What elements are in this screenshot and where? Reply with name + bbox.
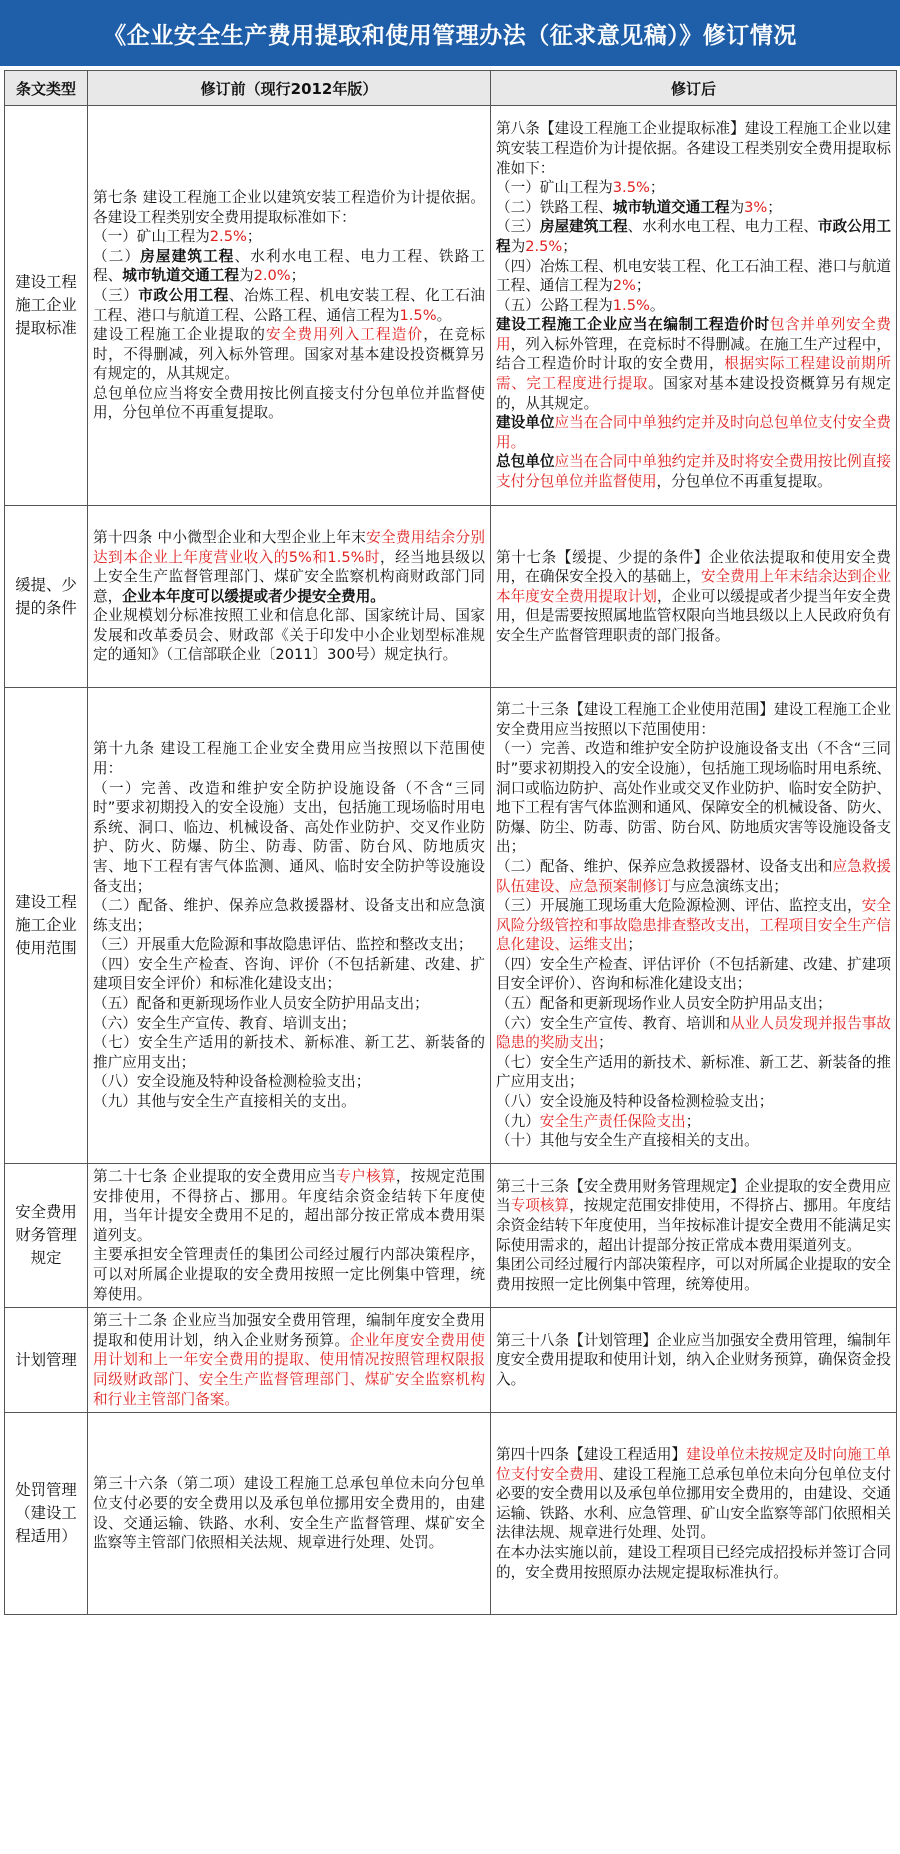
comparison-table — [4, 70, 897, 1615]
paragraph — [496, 739, 891, 857]
text-run: 第二十七条 企业提取的安全费用应当 — [93, 1168, 337, 1185]
text-run: ，企业可以缓提或者少提当年安全费用，但是需要按照属地监管权限向当地县级以上人民政府负有安全生产监督管理职责的部门报备。 — [496, 587, 891, 644]
paragraph — [93, 1014, 485, 1034]
table-row — [5, 1164, 897, 1308]
text-run: （六）安全生产宣传、教育、培训和 — [496, 1014, 731, 1032]
text-run: （一）矿山工程为 — [496, 179, 613, 197]
text-run: ； — [685, 1112, 701, 1130]
revised-text: 建设单位未按规定及时向施工单位支付安全费用 — [496, 1446, 891, 1483]
bold-text: 市政公用工程 — [496, 218, 891, 255]
bold-text: 建设单位 — [496, 414, 555, 432]
text-run: （三） — [93, 286, 139, 304]
before-cell — [88, 1164, 491, 1308]
paragraph — [93, 896, 485, 935]
text-run: （二）配备、维护、保养应急救援器材、设备支出和 — [496, 857, 833, 875]
revised-text: 安全风险分级管控和事故隐患排查整改支出，工程项目安全生产信息化建设、运维支出 — [496, 897, 891, 954]
text-run: （一）完善、改造和维护安全防护设施设备支出（不含“三同时”要求初期投入的安全设施），包括施工现场临时用电系统、洞口或临边防护、高处作业或交叉作业防护、临时安全防护、地下工程有害气体监测和通风、保障安全的机械设备、防火、防爆、防尘、防毒、防雷、防台风、防地质灾害等设施设备支出； — [496, 740, 891, 856]
text-run: 、冶炼工程、机电安装工程、化工石油工程、港口与航道工程、公路工程、通信工程为 — [93, 286, 485, 324]
text-run: （五）配备和更新现场作业人员安全防护用品支出； — [496, 995, 832, 1013]
paragraph — [496, 1092, 891, 1112]
after-cell — [491, 506, 897, 688]
bold-text: 房屋建筑工程 — [140, 247, 235, 265]
text-run: 、水利水电工程、电力工程、 — [627, 218, 818, 236]
after-cell — [491, 106, 897, 506]
paragraph — [496, 296, 891, 316]
text-run: 建设工程施工企业提取的 — [93, 326, 266, 344]
text-run: ； — [649, 179, 665, 197]
before-cell — [88, 1308, 491, 1413]
text-run: 第四十四条【建设工程适用】 — [496, 1446, 687, 1464]
paragraph — [93, 1474, 485, 1552]
header-row — [5, 71, 897, 106]
paragraph — [93, 779, 485, 897]
paragraph — [93, 227, 485, 247]
paragraph — [496, 315, 891, 413]
paragraph — [496, 896, 891, 955]
paragraph — [93, 606, 485, 665]
text-run: 第三十三条【安全费用财务管理规定】企业提取的安全费用应当 — [496, 1177, 891, 1215]
text-run: （三）开展重大危险源和事故隐患评估、监控和整改支出； — [93, 936, 473, 954]
paragraph — [93, 325, 485, 384]
text-run: 在本办法实施以前，建设工程项目已经完成招投标并签订合同的，安全费用按照原办法规定提取标准执行。 — [496, 1544, 891, 1581]
table-row — [5, 506, 897, 688]
page-title: 《企业安全生产费用提取和使用管理办法（征求意见稿）》修订情况 — [103, 22, 797, 49]
paragraph — [496, 857, 891, 896]
text-run: （四）冶炼工程、机电安装工程、化工石油工程、港口与航道工程、通信工程为 — [496, 257, 891, 295]
text-run: （九） — [496, 1112, 540, 1130]
text-run: ； — [635, 277, 651, 295]
text-run: ； — [290, 267, 306, 285]
header-after: 修订后 — [491, 71, 897, 106]
text-run: 第八条【建设工程施工企业提取标准】建设工程施工企业以建筑安装工程造价为计提依据。各建设工程类别安全费用提取标准如下： — [496, 120, 891, 177]
after-cell — [491, 688, 897, 1164]
text-run: （七）安全生产适用的新技术、新标准、新工艺、新装备的推广应用支出； — [496, 1053, 891, 1091]
revised-text: 3.5% — [612, 179, 650, 197]
text-run: 第十七条【缓提、少提的条件】企业依法提取和使用安全费用，在确保安全投入的基础上， — [496, 548, 891, 586]
bold-text: 建设工程施工企业应当在编制工程造价时 — [496, 316, 770, 334]
paragraph — [93, 1092, 485, 1112]
text-run: ，在竞标时，不得删减，列入标外管理。国家对基本建设投资概算另有规定的，从其规定。 — [93, 326, 485, 383]
text-run: （十）其他与安全生产直接相关的支出。 — [496, 1132, 759, 1150]
text-run: 第七条 建设工程施工企业以建筑安装工程造价为计提依据。各建设工程类别安全费用提取标准如下： — [93, 188, 485, 226]
paragraph — [93, 1245, 485, 1304]
bold-text: 城市轨道交通工程 — [612, 198, 730, 216]
revised-text: 包含并单列安全费用 — [496, 316, 891, 353]
text-run: （三） — [496, 218, 540, 236]
table-row — [5, 688, 897, 1164]
text-run: ，分包单位不再重复提取。 — [656, 473, 832, 491]
text-run: 、建设工程施工总承包单位未向分包单位支付必要的安全费用以及承包单位挪用安全费用的，由建设、交通运输、铁路、水利、应急管理、矿山安全监察等部门依照相关法律法规、规章进行处理、处罚。 — [496, 1465, 891, 1542]
text-run: 。国家对基本建设投资概算另有规定的，从其规定。 — [496, 375, 891, 412]
text-run: （八）安全设施及特种设备检测检验支出； — [93, 1073, 371, 1091]
clause-type-cell: 处罚管理（建设工程适用） — [5, 1413, 88, 1615]
text-run: ； — [767, 198, 782, 216]
paragraph — [496, 700, 891, 739]
clause-type-cell: 建设工程施工企业使用范围 — [5, 688, 88, 1164]
text-run: ； — [627, 936, 642, 954]
text-run: 集团公司经过履行内部决策程序，可以对所属企业提取的安全费用按照一定比例集中管理，统筹使用。 — [496, 1256, 891, 1293]
text-run: 。 — [649, 296, 665, 314]
revised-text: 1.5% — [399, 306, 437, 324]
text-run: 为 — [238, 267, 254, 285]
paragraph — [93, 1311, 485, 1409]
revised-text: 安全生产责任保险支出 — [539, 1112, 686, 1130]
before-cell — [88, 106, 491, 506]
text-run: 。 — [436, 306, 452, 324]
text-run: ； — [246, 228, 262, 246]
text-run: （四）安全生产检查、咨询、评价（不包括新建、改建、扩建项目安全评价）和标准化建设支出； — [93, 955, 485, 993]
clause-type-cell: 建设工程施工企业提取标准 — [5, 106, 88, 506]
revised-text: 3% — [744, 198, 768, 216]
text-run: 第十九条 建设工程施工企业安全费用应当按照以下范围使用： — [93, 740, 485, 777]
revised-text: 专项核算 — [510, 1197, 570, 1215]
paragraph — [496, 452, 891, 491]
text-run: ，经当地县级以上安全生产监督管理部门、煤矿安全监察机构商财政部门同意， — [93, 548, 485, 605]
text-run: 第三十二条 企业应当加强安全费用管理，编制年度安全费用提取和使用计划，纳入企业财务预算。 — [93, 1312, 485, 1349]
after-cell — [491, 1164, 897, 1308]
paragraph — [496, 1014, 891, 1053]
revised-text: 2% — [612, 277, 636, 295]
text-run: ，按规定范围安排使用，不得挤占、挪用。年度结余资金结转下年度使用，当年按标准计提安全费用不能满足实际使用需求的，超出计提部分按正常成本费用渠道列支。 — [496, 1197, 891, 1254]
paragraph — [496, 955, 891, 994]
title-bar — [0, 0, 900, 68]
revised-text: 2.5% — [209, 228, 247, 246]
text-run: （六）安全生产宣传、教育、培训支出； — [93, 1014, 356, 1032]
text-run: 、水利水电工程、电力工程、铁路工程、 — [93, 247, 485, 285]
paragraph — [496, 257, 891, 296]
header-type: 条文类型 — [5, 71, 88, 106]
paragraph — [496, 119, 891, 178]
paragraph — [496, 1331, 891, 1390]
paragraph — [496, 1445, 891, 1543]
paragraph — [93, 188, 485, 227]
text-run: （八）安全设施及特种设备检测检验支出； — [496, 1093, 774, 1111]
paragraph — [496, 548, 891, 646]
text-run: 与应急演练支出； — [671, 877, 788, 895]
paragraph — [93, 935, 485, 955]
paragraph — [93, 247, 485, 286]
revised-text: 应当在合同中单独约定并及时将安全费用按比例直接支付分包单位并监督使用 — [496, 453, 891, 491]
paragraph — [93, 955, 485, 994]
bold-text: 企业本年度可以缓提或者少提安全费用。 — [122, 587, 385, 605]
text-run: ； — [598, 1034, 613, 1052]
paragraph — [496, 1053, 891, 1092]
revised-text: 2.0% — [253, 267, 291, 285]
text-run: （三）开展施工现场重大危险源检测、评估、监控支出， — [496, 897, 862, 915]
text-run: （四）安全生产检查、评估评价（不包括新建、改建、扩建项目安全评价）、咨询和标准化建设支出； — [496, 955, 891, 993]
table-row — [5, 1413, 897, 1615]
paragraph — [496, 217, 891, 256]
text-run: 为 — [729, 198, 745, 216]
text-run: 第十四条 中小微型企业和大型企业上年末 — [93, 528, 367, 546]
text-run: 企业规模划分标准按照工业和信息化部、国家统计局、国家发展和改革委员会、财政部《关于印发中小企业划型标准规定的通知》（工信部联企业〔2011〕300号）规定执行。 — [93, 607, 485, 664]
paragraph — [496, 413, 891, 452]
clause-type-cell: 计划管理 — [5, 1308, 88, 1413]
text-run: （五）公路工程为 — [496, 296, 613, 314]
paragraph — [496, 1131, 891, 1151]
text-run: 总包单位应当将安全费用按比例直接支付分包单位并监督使用，分包单位不再重复提取。 — [93, 384, 485, 422]
text-run: （二）配备、维护、保养应急救援器材、设备支出和应急演练支出； — [93, 897, 485, 934]
table-row — [5, 1308, 897, 1413]
table-row — [5, 106, 897, 506]
paragraph — [496, 1177, 891, 1255]
paragraph — [93, 1072, 485, 1092]
before-cell — [88, 506, 491, 688]
before-cell — [88, 688, 491, 1164]
revised-text: 根据实际工程建设前期所需、完工程度进行提取 — [496, 355, 891, 393]
after-cell — [491, 1413, 897, 1615]
paragraph — [496, 1255, 891, 1294]
paragraph — [93, 994, 485, 1014]
revised-text: 安全费用上年末结余达到企业本年度安全费用提取计划 — [496, 568, 891, 605]
revised-text: 专户核算 — [336, 1168, 396, 1185]
paragraph — [93, 528, 485, 606]
clause-type-cell: 缓提、少提的条件 — [5, 506, 88, 688]
paragraph — [93, 286, 485, 325]
text-run: 为 — [510, 237, 526, 255]
paragraph — [496, 198, 891, 218]
paragraph — [496, 994, 891, 1014]
before-cell — [88, 1413, 491, 1615]
paragraph — [93, 1167, 485, 1245]
bold-text: 城市轨道交通工程 — [122, 267, 239, 285]
text-run: （一）矿山工程为 — [93, 228, 210, 246]
text-run: （九）其他与安全生产直接相关的支出。 — [93, 1093, 356, 1111]
paragraph — [496, 1543, 891, 1582]
bold-text: 总包单位 — [496, 453, 555, 471]
after-cell — [491, 1308, 897, 1413]
paragraph — [496, 178, 891, 198]
revised-text: 企业年度安全费用使用计划和上一年安全费用的提取、使用情况按照管理权限报同级财政部门、安全生产监督管理部门、煤矿安全监察机构和行业主管部门备案。 — [93, 1331, 485, 1408]
paragraph — [93, 739, 485, 778]
paragraph — [93, 384, 485, 423]
text-run: （七）安全生产适用的新技术、新标准、新工艺、新装备的推广应用支出； — [93, 1034, 485, 1071]
paragraph — [496, 1112, 891, 1132]
text-run: （二） — [93, 247, 141, 265]
revised-text: 安全费用结余分别达到本企业上年度营业收入的5%和1.5%时 — [93, 528, 485, 566]
text-run: 第三十六条（第二项）建设工程施工总承包单位未向分包单位支付必要的安全费用以及承包单位挪用安全费用的，由建设、交通运输、铁路、水利、安全生产监督管理、煤矿安全监察等主管部门依照相关法规、规章进行处理、处罚。 — [93, 1475, 485, 1552]
revised-text: 2.5% — [525, 237, 563, 255]
bold-text: 房屋建筑工程 — [539, 218, 628, 236]
revised-text: 从业人员发现并报告事故隐患的奖励支出 — [496, 1014, 891, 1052]
text-run: 第三十八条【计划管理】企业应当加强安全费用管理，编制年度安全费用提取和使用计划，纳入企业财务预算，确保资金投入。 — [496, 1331, 891, 1388]
revised-text: 应当在合同中单独约定并及时向总包单位支付安全费用。 — [496, 414, 891, 451]
text-run: （五）配备和更新现场作业人员安全防护用品支出； — [93, 995, 429, 1013]
paragraph — [93, 1033, 485, 1072]
revised-text: 1.5% — [612, 296, 650, 314]
clause-type-cell: 安全费用财务管理规定 — [5, 1164, 88, 1308]
text-run: ，按规定范围安排使用，不得挤占、挪用。年度结余资金结转下年度使用，当年计提安全费用不足的，超出部分按正常成本费用渠道列支。 — [93, 1168, 485, 1244]
text-run: ，列入标外管理，在竞标时不得删减。在施工生产过程中，结合工程造价时计取的安全费用， — [496, 335, 891, 373]
text-run: 主要承担安全管理责任的集团公司经过履行内部决策程序，可以对所属企业提取的安全费用按照一定比例集中管理，统筹使用。 — [93, 1246, 485, 1303]
header-before: 修订前（现行2012年版） — [88, 71, 491, 106]
text-run: 第二十三条【建设工程施工企业使用范围】建设工程施工企业安全费用应当按照以下范围使用： — [496, 701, 891, 738]
text-run: （一）完善、改造和维护安全防护设施设备（不含“三同时”要求初期投入的安全设施）支出，包括施工现场临时用电系统、洞口、临边、机械设备、高处作业防护、交叉作业防护、防火、防爆、防尘、防毒、防雷、防台风、防地质灾害、地下工程有害气体监测、通风、临时安全防护等设施设备支出； — [93, 779, 485, 895]
bold-text: 市政公用工程 — [138, 286, 229, 304]
revised-text: 应急救援队伍建设、应急预案制修订 — [496, 857, 891, 895]
text-run: ； — [562, 237, 577, 255]
text-run: （二）铁路工程、 — [496, 198, 613, 216]
revised-text: 安全费用列入工程造价 — [265, 326, 424, 344]
